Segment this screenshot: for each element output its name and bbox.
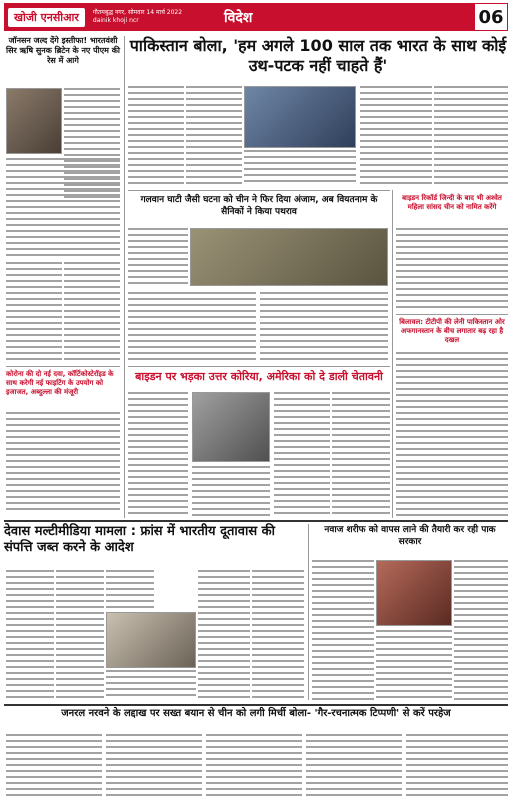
masthead	[4, 3, 508, 31]
masthead-date: गौतमबुद्ध नगर, सोमवार 14 मार्च 2022	[92, 9, 183, 16]
kim-photo	[192, 392, 270, 462]
devas-text-1	[6, 570, 54, 700]
korea-text-3	[332, 392, 390, 516]
covid-story-header	[6, 370, 120, 410]
devas-text-3	[106, 570, 154, 610]
naravane-text-1	[6, 734, 102, 796]
divider	[128, 190, 390, 191]
pakistan-caption	[244, 150, 356, 186]
naravane-text-4	[306, 734, 402, 796]
galwan-headline: गलवान घाटी जैसी घटना को चीन ने फिर दिया अंजाम, अब वियतनाम के सैनिकों ने किया पथराव	[140, 195, 378, 217]
galwan-text-3	[260, 292, 388, 362]
biden-headline: बाइडन रिकॉर्ड जिन्दी के बाद भी अश्वेत महिला सांसद चीन को नामित करेंगे	[402, 194, 502, 211]
korea-story-header	[128, 370, 390, 388]
devas-text-5	[252, 570, 304, 700]
page-number: 06	[474, 3, 508, 31]
devas-story-header	[4, 524, 304, 566]
section-title: विदेश	[224, 10, 253, 26]
pakistan-photo	[244, 86, 356, 148]
biden-story-header	[396, 194, 508, 226]
johnson-text-2	[6, 158, 120, 258]
pakistan-text-2	[186, 86, 242, 186]
embassy-photo	[106, 612, 196, 668]
bilawal-headline: बिलावल: टीटीपी की लेनी पाकिस्तान ओर अफगानस्तान के बीच लगातार बढ़ रहा है दखल	[399, 318, 505, 344]
column-divider	[392, 190, 393, 518]
nawaz-text-1	[312, 560, 374, 616]
column-divider	[124, 36, 125, 518]
pakistan-text-1	[128, 86, 184, 186]
biden-text	[396, 228, 508, 312]
naravane-headline: जनरल नरवने के लद्दाख पर सख्त बयान से चीन को लगी मिर्ची बोला- 'गैर-रचनात्मक टिप्पणी' से करें परहेज	[61, 708, 451, 719]
covid-text	[6, 412, 120, 512]
pakistan-headline: पाकिस्तान बोला, 'हम अगले 100 साल तक भारत के साथ कोई उथ-पटक नहीं चाहते हैं'	[129, 36, 507, 75]
korea-caption	[192, 466, 270, 516]
naravane-text-5	[406, 734, 508, 796]
galwan-text-1	[128, 228, 188, 288]
bilawal-story-header	[396, 318, 508, 350]
nawaz-photo	[376, 560, 452, 626]
galwan-story-header	[128, 194, 390, 224]
naravane-text-2	[106, 734, 202, 796]
bilawal-text	[396, 352, 508, 516]
naravane-text-3	[206, 734, 302, 796]
johnson-photo	[6, 88, 62, 154]
johnson-story-header	[4, 36, 122, 90]
covid-headline: कोरोना की दो नई दवा, कॉर्टिकोस्टेरॉइड के साथ करेगी नई फाइटिंग के उपयोग को इजाजत, अब्दुल्ला की मंजूरी	[6, 370, 114, 396]
devas-headline: देवास मल्टीमीडिया मामला : फ्रांस में भारतीय दूतावास की संपत्ति जब्त करने के आदेश	[4, 524, 276, 555]
korea-text-1	[128, 392, 188, 516]
pakistan-story-header	[128, 36, 508, 82]
nawaz-text-2	[454, 560, 508, 700]
divider	[396, 314, 508, 315]
masthead-sub: dainik khoji ncr	[92, 17, 139, 24]
pakistan-text-4	[434, 86, 508, 186]
newspaper-logo: खोजी एनसीआर	[8, 8, 85, 27]
galwan-photo	[190, 228, 388, 286]
korea-text-2	[274, 392, 330, 516]
section-divider	[4, 704, 508, 706]
johnson-headline: जॉनसन जल्द देंगे इस्तीफा! भारतवंशी सिर ऋषि सुनक ब्रिटेन के नए पीएम की रेस में आगे	[6, 36, 120, 65]
devas-text-2	[56, 570, 104, 700]
devas-caption	[106, 670, 196, 700]
pakistan-text-3	[360, 86, 432, 186]
divider	[6, 366, 120, 367]
naravane-story-header	[4, 708, 508, 730]
nawaz-text-3	[312, 620, 374, 700]
korea-headline: बाइडन पर भड़का उत्तर कोरिया, अमेरिका को दे डाली चेतावनी	[135, 370, 383, 383]
galwan-text-2	[128, 292, 256, 362]
masthead-meta	[93, 9, 203, 25]
nawaz-headline: नवाज शरीफ को वापस लाने की तैयारी कर रही पाक सरकार	[324, 525, 496, 547]
nawaz-text-4	[376, 630, 452, 700]
divider	[128, 366, 390, 367]
nawaz-story-header	[312, 524, 508, 556]
section-divider	[4, 520, 508, 522]
johnson-text-4	[64, 262, 120, 362]
johnson-text-3	[6, 262, 62, 362]
column-divider	[308, 524, 309, 700]
devas-text-4	[198, 570, 250, 700]
